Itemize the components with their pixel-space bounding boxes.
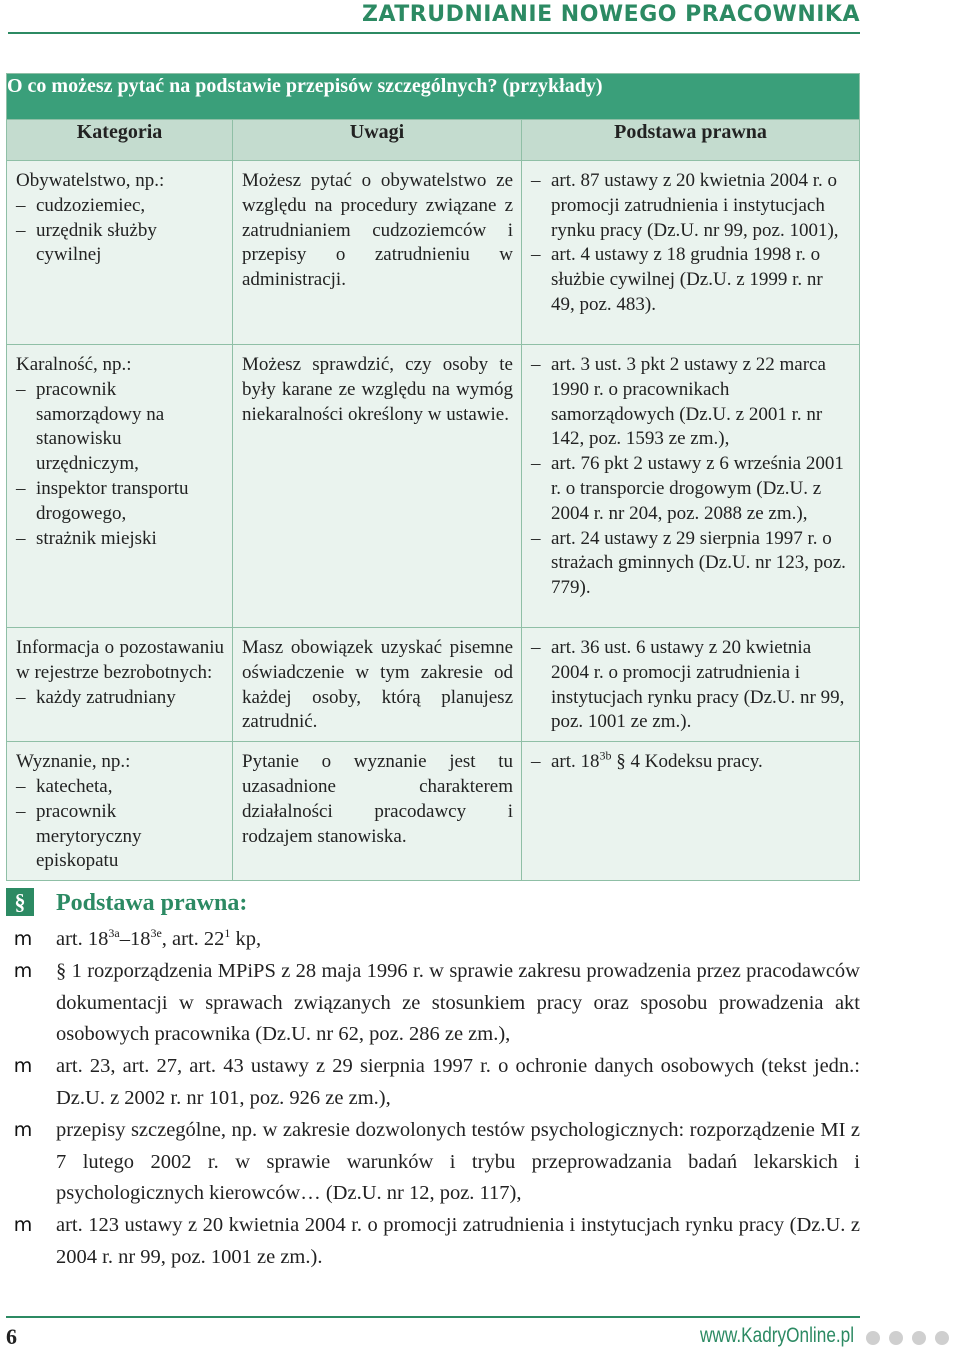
- header-divider: [8, 32, 860, 34]
- table-row: [7, 161, 860, 345]
- column-header-category: Kategoria: [7, 120, 233, 161]
- table-row: [7, 345, 860, 628]
- category-cell: [7, 161, 233, 345]
- list-item: – katecheta,: [16, 775, 224, 800]
- bullet-icon: m: [13, 959, 33, 982]
- legal-cell: [522, 628, 860, 742]
- dot-icon: [889, 1331, 903, 1345]
- legal-ref-superscript: 3b: [599, 748, 612, 763]
- bullet-icon: m: [13, 1118, 33, 1141]
- category-cell: [7, 345, 233, 628]
- list-item: [6, 924, 860, 956]
- example-list: [16, 194, 224, 268]
- list-item: – art. 4 ustawy z 18 grudnia 1998 r. o służbie cywilnej (Dz.U. z 1999 r. nr 49, poz. 483).: [531, 243, 851, 317]
- category-label: Karalność, np.:: [16, 354, 132, 375]
- legal-ref-text: § 1 rozporządzenia MPiPS z 28 maja 1996 r. w sprawie zakresu prowadzenia przez pracodawców dokumentacji w sprawach związanych ze stosunkiem pracy oraz sposobu prowadzenia akt osobowych pracownika (Dz.U. nr 62, poz. 286 ze zm.),: [56, 959, 860, 1046]
- legal-cell: [522, 161, 860, 345]
- list-item: – art. 3 ust. 3 pkt 2 ustawy z 22 marca 1990 r. o pracownikach samorządowych (Dz.U. z 2001 r. nr 142, poz. 1593 ze zm.),: [531, 353, 851, 452]
- list-item: – strażnik miejski: [16, 527, 224, 552]
- category-label: Wyznanie, np.:: [16, 751, 131, 773]
- list-item: – każdy zatrudniany: [16, 686, 224, 711]
- list-item: – art. 24 ustawy z 29 sierpnia 1997 r. o strażach gminnych (Dz.U. nr 123, poz. 779).: [531, 527, 851, 601]
- legal-ref-text: art. 18: [56, 928, 109, 950]
- legal-basis-list: [6, 924, 860, 1274]
- bullet-icon: m: [13, 928, 33, 950]
- legal-ref-text: –18: [119, 928, 151, 950]
- category-label: Obywatelstwo, np.:: [16, 170, 165, 191]
- page-header-title: ZATRUDNIANIE NOWEGO PRACOWNIKA: [362, 2, 860, 27]
- legal-cell: [522, 345, 860, 628]
- legal-ref-text: kp,: [230, 928, 262, 950]
- examples-table: [6, 73, 860, 881]
- list-item: – inspektor transportu drogowego,: [16, 477, 224, 527]
- column-header-legal-basis: Podstawa prawna: [522, 120, 860, 161]
- dot-icon: [935, 1331, 949, 1345]
- legal-ref-text: art. 23, art. 27, art. 43 ustawy z 29 sierpnia 1997 r. o ochronie danych osobowych (tekst jedn.: Dz.U. z 2002 r. nr 101, poz. 926 ze zm.),: [56, 1055, 860, 1109]
- example-list: [16, 775, 224, 874]
- note-cell: Możesz sprawdzić, czy osoby te były karane ze względu na wymóg niekaralności określony w ustawie.: [233, 345, 522, 628]
- note-cell: Pytanie o wyznanie jest tu uzasadnione charakterem działalności pracodawcy i rodzajem stanowiska.: [233, 742, 522, 881]
- example-list: [16, 686, 224, 711]
- footer-divider: [6, 1316, 860, 1318]
- list-item: – pracownik merytoryczny episkopatu: [16, 800, 224, 874]
- category-label: Informacja o pozostawaniu w rejestrze bezrobotnych:: [16, 637, 224, 683]
- list-item: – art. 87 ustawy z 20 kwietnia 2004 r. o promocji zatrudnienia i instytucjach rynku pracy (Dz.U. nr 99, poz. 1001),: [531, 169, 851, 243]
- legal-list: [531, 636, 851, 735]
- example-list: [16, 378, 224, 552]
- page-number: 6: [6, 1324, 17, 1349]
- category-cell: [7, 742, 233, 881]
- note-cell: Masz obowiązek uzyskać pisemne oświadczenie w tym zakresie od każdej osoby, którą planujesz zatrudnić.: [233, 628, 522, 742]
- legal-ref-superscript: 3a: [108, 926, 120, 941]
- website-link[interactable]: www.KadryOnline.pl: [700, 1324, 855, 1347]
- legal-basis-heading: Podstawa prawna:: [56, 890, 248, 916]
- dot-icon: [866, 1331, 880, 1345]
- legal-list: [531, 750, 851, 775]
- list-item: [6, 1210, 860, 1274]
- list-item: [6, 1051, 860, 1115]
- note-cell: Możesz pytać o obywatelstwo ze względu na procedury związane z zatrudnianiem cudzoziemców i przepisy o zatrudnieniu w administracji.: [233, 161, 522, 345]
- decorative-dots: [866, 1331, 958, 1347]
- legal-ref-superscript: 3e: [150, 926, 162, 941]
- section-sign-icon: §: [6, 888, 34, 916]
- legal-list: [531, 353, 851, 601]
- list-item: – art. 76 pkt 2 ustawy z 6 września 2001 r. o transporcie drogowym (Dz.U. z 2004 r. nr 204, poz. 2088 ze zm.),: [531, 452, 851, 526]
- list-item: – art. 36 ust. 6 ustawy z 20 kwietnia 2004 r. o promocji zatrudnienia i instytucjach rynku pracy (Dz.U. nr 99, poz. 1001 ze zm.).: [531, 636, 851, 735]
- legal-ref-text: art. 123 ustawy z 20 kwietnia 2004 r. o promocji zatrudnienia i instytucjach rynku pracy (Dz.U. z 2004 r. nr 99, poz. 1001 ze zm.).: [56, 1214, 860, 1268]
- legal-ref-text: art. 18: [551, 751, 600, 773]
- bullet-icon: m: [13, 1214, 33, 1237]
- table-row: [7, 742, 860, 881]
- legal-ref-text: , art. 22: [161, 928, 225, 950]
- table-row: [7, 628, 860, 742]
- dot-icon: [912, 1331, 926, 1345]
- legal-ref-text: przepisy szczególne, np. w zakresie dozwolonych testów psychologicznych: rozporządzenie MI z 7 lutego 2002 r. w sprawie warunków i trybu przeprowadzania badań lekarskich i psychologicznych kierowców… (Dz.U. nr 12, poz. 117),: [56, 1118, 860, 1205]
- list-item: [531, 750, 851, 775]
- table-title-row: [7, 74, 860, 120]
- list-item: – pracownik samorządowy na stanowisku urzędniczym,: [16, 378, 224, 477]
- table-header-row: [7, 120, 860, 161]
- table-title: O co możesz pytać na podstawie przepisów szczególnych? (przykłady): [7, 74, 860, 120]
- bullet-icon: m: [13, 1055, 33, 1078]
- legal-ref-text: § 4 Kodeksu pracy.: [611, 751, 763, 773]
- legal-cell: [522, 742, 860, 881]
- category-cell: [7, 628, 233, 742]
- column-header-notes: Uwagi: [233, 120, 522, 161]
- list-item: – urzędnik służby cywilnej: [16, 219, 224, 269]
- legal-list: [531, 169, 851, 318]
- list-item: [6, 1115, 860, 1210]
- legal-ref-superscript: 1: [224, 926, 231, 941]
- list-item: – cudzoziemiec,: [16, 194, 224, 219]
- list-item: [6, 956, 860, 1051]
